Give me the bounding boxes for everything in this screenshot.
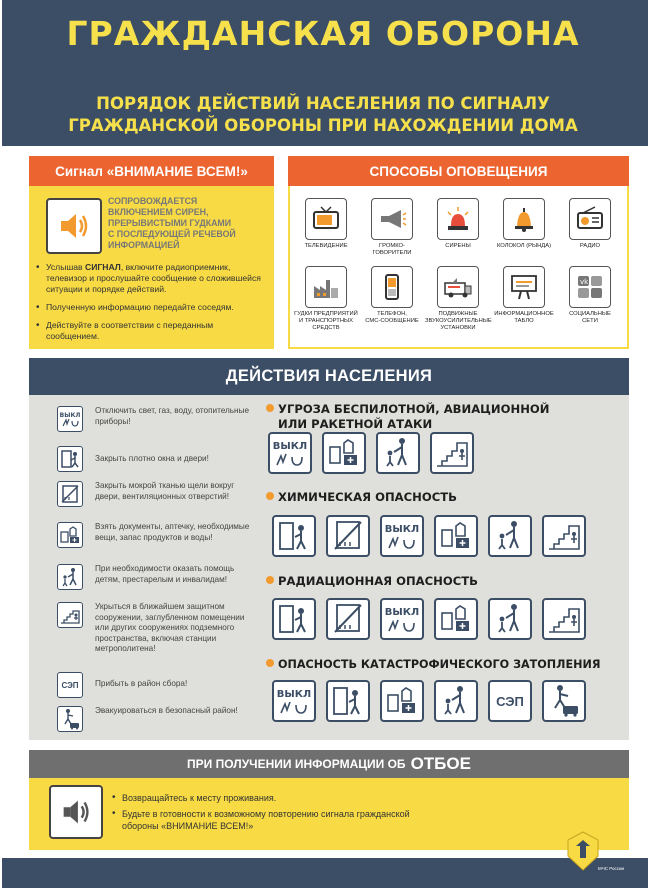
close-door-icon [326, 680, 370, 722]
method-label: СОЦИАЛЬНЫЕ СЕТИ [569, 311, 611, 324]
signal-description [108, 196, 268, 251]
method-factory [293, 266, 359, 332]
action-text: Взять документы, аптечку, необходимые вещи, запас продуктов и воды! [95, 522, 250, 542]
supplies-icon [322, 432, 366, 474]
phone-icon [371, 266, 413, 308]
all-clear-bullet: • Будьте в готовности к возможному повторению сигнала гражданской обороны «ВНИМАНИЕ ВСЕМ!» [112, 808, 442, 832]
method-label: РАДИО [579, 243, 601, 249]
signal-desc-line: С ПОСЛЕДУЮЩЕЙ РЕЧЕВОЙ [108, 229, 236, 239]
close-door-icon [57, 446, 83, 472]
method-label: ПОДВИЖНЫЕ ЗВУКОУСИЛИТЕЛЬНЫЕ УСТАНОВКИ [425, 311, 492, 331]
close-door-icon [272, 515, 316, 557]
signal-heading: Сигнал «ВНИМАНИЕ ВСЕМ!» [29, 156, 274, 186]
method-tv [293, 198, 359, 250]
svg-text:ВЫКЛ: ВЫКЛ [276, 689, 312, 700]
help-people-icon [488, 598, 532, 640]
assembly-point-icon [57, 672, 83, 698]
supplies-icon [380, 680, 424, 722]
action-text: Закрыть мокрой тканью щели вокруг двери, вентиляционных отверстий! [95, 481, 235, 501]
signal-desc-line: ВКЛЮЧЕНИЕМ СИРЕН, [108, 207, 209, 217]
action-text: Прибыть в район сбора! [95, 679, 188, 688]
shelter-icon [430, 432, 474, 474]
svg-text:ВЫКЛ: ВЫКЛ [384, 607, 420, 618]
threat-title-line: ИЛИ РАКЕТНОЙ АТАКИ [278, 417, 433, 431]
method-siren [425, 198, 491, 250]
speaker-icon [46, 198, 102, 254]
threat-title-line: УГРОЗА БЕСПИЛОТНОЙ, АВИАЦИОННОЙ [278, 402, 550, 416]
method-van [425, 266, 491, 332]
threat-title-line: ОПАСНОСТЬ КАТАСТРОФИЧЕСКОГО ЗАТОПЛЕНИЯ [278, 658, 601, 671]
threat-title-line: ХИМИЧЕСКАЯ ОПАСНОСТЬ [278, 490, 457, 504]
siren-icon [437, 198, 479, 240]
signal-desc-line: ПРЕРЫВИСТЫМИ ГУДКАМИ [108, 218, 232, 228]
supplies-icon [434, 515, 478, 557]
help-people-icon [376, 432, 420, 474]
bullet-dot-icon [266, 576, 274, 584]
method-radio [557, 198, 623, 250]
factory-icon [305, 266, 347, 308]
threat-title-flood [266, 657, 600, 672]
switch-off-icon [380, 515, 424, 557]
billboard-icon [503, 266, 545, 308]
shelter-icon [542, 598, 586, 640]
shelter-icon [542, 515, 586, 557]
signal-instructions [36, 262, 268, 349]
action-text: Отключить свет, газ, воду, отопительные приборы! [95, 406, 250, 426]
action-text: Закрыть плотно окна и двери! [95, 454, 209, 463]
bullet-dot-icon [266, 659, 274, 667]
all-clear-heading-big: ОТБОЕ [410, 754, 471, 773]
threat-title-chemical [266, 490, 457, 505]
svg-text:ВЫКЛ: ВЫКЛ [59, 412, 81, 419]
bullet-text: Услышав [46, 262, 85, 272]
help-people-icon [57, 564, 83, 590]
method-phone [359, 266, 425, 325]
shelter-icon [57, 602, 83, 628]
threat-title-air-attack [266, 402, 549, 432]
method-bell [491, 198, 557, 250]
method-billboard [491, 266, 557, 325]
threat-title-radiation [266, 574, 478, 589]
method-label: КОЛОКОЛ (РЫНДА) [496, 243, 552, 249]
evacuate-icon [542, 680, 586, 722]
bell-icon [503, 198, 545, 240]
method-loudspeaker [359, 198, 425, 257]
all-clear-instructions [112, 792, 442, 836]
switch-off-icon [268, 432, 312, 474]
method-label: ГУДКИ ПРЕДПРИЯТИЙ И ТРАНСПОРТНЫХ СРЕДСТВ [294, 311, 358, 331]
help-people-icon [488, 515, 532, 557]
bullet-dot-icon [266, 404, 274, 412]
emblem-caption: МЧС России [598, 866, 625, 871]
social-icon [569, 266, 611, 308]
supplies-icon [57, 522, 83, 548]
action-text: Укрыться в ближайшем защитном сооружении, заглубленном помещении или других сооружениях подземного пространства, включая станции метрополитена! [95, 602, 245, 653]
methods-heading: СПОСОБЫ ОПОВЕЩЕНИЯ [288, 156, 629, 186]
tv-icon [305, 198, 347, 240]
speaker-icon [49, 785, 103, 839]
page-title: ГРАЖДАНСКАЯ ОБОРОНА [66, 14, 580, 53]
footer-bar [2, 858, 648, 888]
actions-heading: ДЕЙСТВИЯ НАСЕЛЕНИЯ [29, 358, 629, 395]
svg-text:ВЫКЛ: ВЫКЛ [384, 524, 420, 535]
sep-label: СЭП [496, 693, 524, 709]
close-door-icon [272, 598, 316, 640]
svg-text:vk: vk [580, 278, 589, 286]
svg-text:ВЫКЛ: ВЫКЛ [272, 441, 308, 452]
method-label: ГРОМКО- ГОВОРИТЕЛИ [372, 243, 412, 256]
action-text: Эвакуироваться в безопасный район! [95, 706, 238, 715]
seal-gaps-icon [326, 515, 370, 557]
signal-bullet: • Полученную информацию передайте соседям. [36, 302, 268, 313]
subtitle-line-2: ГРАЖДАНСКОЙ ОБОРОНЫ ПРИ НАХОЖДЕНИИ ДОМА [68, 116, 578, 135]
switch-off-icon [272, 680, 316, 722]
sep-label: СЭП [61, 680, 79, 690]
signal-desc-line: ИНФОРМАЦИЕЙ [108, 240, 180, 250]
subtitle-line-1: ПОРЯДОК ДЕЙСТВИЙ НАСЕЛЕНИЯ ПО СИГНАЛУ [96, 94, 550, 113]
assembly-point-icon [488, 680, 532, 722]
method-label: ТЕЛЕФОН, СМС-СООБЩЕНИЕ [365, 311, 419, 324]
action-text: При необходимости оказать помощь детям, престарелым и инвалидам! [95, 564, 235, 584]
van-icon [437, 266, 479, 308]
loudspeaker-icon [371, 198, 413, 240]
all-clear-bullet: • Возвращайтесь к месту проживания. [112, 792, 442, 804]
signal-bullet: • Действуйте в соответствии с переданным сообщением. [36, 320, 268, 342]
bullet-dot-icon [266, 492, 274, 500]
bullet-bold: СИГНАЛ [85, 262, 121, 272]
seal-gaps-icon [57, 481, 83, 507]
switch-off-icon [380, 598, 424, 640]
method-social [557, 266, 623, 325]
switch-off-icon [57, 406, 83, 432]
threat-title-line: РАДИАЦИОННАЯ ОПАСНОСТЬ [278, 574, 478, 588]
all-clear-heading [29, 750, 629, 778]
bullet-text: , включите радиоприемник, телевизор и прослушайте сообщение о сложившейся ситуации и порядке действий. [46, 262, 261, 294]
method-label: ТЕЛЕВИДЕНИЕ [304, 243, 348, 249]
evacuate-icon [57, 706, 83, 732]
all-clear-heading-text: ПРИ ПОЛУЧЕНИИ ИНФОРМАЦИИ ОБ [187, 757, 406, 771]
signal-bullet [36, 262, 268, 295]
method-label: ИНФОРМАЦИОННОЕ ТАБЛО [494, 311, 554, 324]
page-subtitle [0, 93, 646, 137]
seal-gaps-icon [326, 598, 370, 640]
method-label: СИРЕНЫ [445, 243, 471, 249]
radio-icon [569, 198, 611, 240]
help-people-icon [434, 680, 478, 722]
signal-desc-line: СОПРОВОЖДАЕТСЯ [108, 196, 198, 206]
supplies-icon [434, 598, 478, 640]
